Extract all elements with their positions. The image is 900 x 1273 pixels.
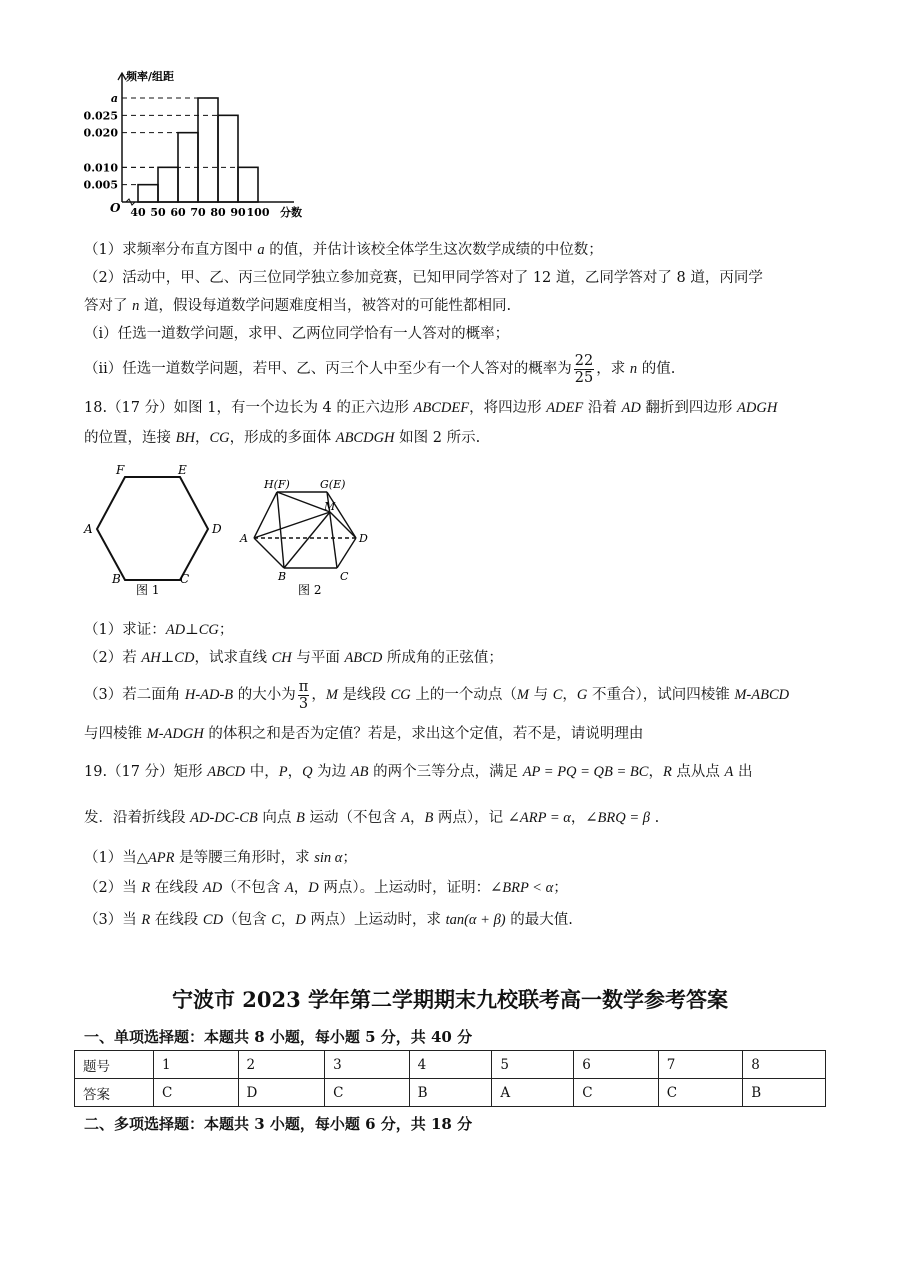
label-M: M bbox=[324, 500, 336, 513]
table-cell: C bbox=[658, 1079, 743, 1107]
table-cell: 7 bbox=[658, 1051, 743, 1079]
table-cell: 2 bbox=[238, 1051, 325, 1079]
fraction-22-25: $\frac{22}{25}$ bbox=[574, 352, 594, 386]
x-tick-label: 90 bbox=[230, 206, 246, 219]
frequency-histogram bbox=[80, 68, 310, 228]
label-B: B bbox=[112, 572, 121, 586]
histogram-bar bbox=[218, 115, 238, 202]
table-row bbox=[75, 1051, 826, 1079]
q17-part1: （1）求频率分布直方图中 a 的值，并估计该校全体学生这次数学成绩的中位数； bbox=[84, 242, 603, 258]
figure-1-hexagon bbox=[80, 462, 230, 602]
table-cell: A bbox=[492, 1079, 574, 1107]
label-G-E: G(E) bbox=[320, 478, 346, 491]
q18-part3-line2: 与四棱锥 M-ADGH 的体积之和是否为定值？若是，求出这个定值，若不是，请说明理由 bbox=[84, 726, 644, 742]
histogram-bar bbox=[158, 167, 178, 202]
x-tick-label: 60 bbox=[170, 206, 186, 219]
figure-2-caption: 图 2 bbox=[298, 583, 322, 597]
table-cell: C bbox=[574, 1079, 659, 1107]
table-cell: B bbox=[743, 1079, 826, 1107]
y-tick-label: 0.025 bbox=[83, 109, 118, 123]
q19-intro: 19.（17 分）矩形 ABCD 中，P，Q 为边 AB 的两个三等分点，满足 AP = PQ = QB = BC，R 点从点 A 出 bbox=[84, 764, 753, 780]
fraction-pi-3: $\frac{\pi}{3}$ bbox=[298, 678, 309, 712]
histogram-bar bbox=[238, 167, 258, 202]
q19-part1: （1）当△APR 是等腰三角形时，求 sin α； bbox=[84, 850, 357, 866]
answer-key-title: 宁波市 2023 学年第二学期期末九校联考高一数学参考答案 bbox=[171, 987, 729, 1012]
figure-1-caption: 图 1 bbox=[136, 583, 160, 597]
section-2-heading: 二、多项选择题：本题共 3 小题，每小题 6 分，共 18 分 bbox=[84, 1115, 473, 1133]
q18-part2: （2）若 AH⊥CD，试求直线 CH 与平面 ABCD 所成角的正弦值； bbox=[84, 650, 503, 666]
q18-intro-line2: 的位置，连接 BH，CG，形成的多面体 ABCDGH 如图 2 所示. bbox=[84, 430, 481, 446]
q18-part3: （3）若二面角 H-AD-B 的大小为 $\frac{\pi}{3}$ ，M 是线段 CG 上的一个动点（M 与 C，G 不重合），试问四棱锥 M-ABCD bbox=[84, 678, 790, 712]
table-cell: 8 bbox=[743, 1051, 826, 1079]
table-cell: B bbox=[409, 1079, 492, 1107]
y-tick-label: 0.005 bbox=[83, 178, 118, 192]
q17-part-ii: （ii）任选一道数学问题，若甲、乙、丙三个人中至少有一个人答对的概率为 $\frac{22}{25}$ ，求 n 的值. bbox=[84, 352, 676, 386]
y-axis-label: 频率/组距 bbox=[126, 70, 175, 83]
label-B: B bbox=[278, 570, 287, 583]
q19-intro-line2: 发．沿着折线段 AD-DC-CB 向点 B 运动（不包含 A，B 两点），记 ∠ARP = α，∠BRQ = β . bbox=[84, 810, 660, 826]
histogram-bar bbox=[198, 98, 218, 202]
y-tick-label: a bbox=[110, 92, 118, 105]
x-tick-label: 50 bbox=[150, 206, 166, 219]
table-cell: 1 bbox=[154, 1051, 239, 1079]
x-axis-label: 分数 bbox=[280, 206, 302, 219]
table-cell: 3 bbox=[325, 1051, 410, 1079]
table-cell: 4 bbox=[409, 1051, 492, 1079]
x-tick-label: 80 bbox=[210, 206, 226, 219]
y-tick-label: 0.010 bbox=[83, 161, 118, 175]
hexagon-outline bbox=[97, 477, 208, 580]
label-H-F: H(F) bbox=[264, 478, 290, 491]
table-cell: C bbox=[325, 1079, 410, 1107]
histogram-bar bbox=[138, 185, 158, 202]
table-cell: D bbox=[238, 1079, 325, 1107]
label-D: D bbox=[212, 522, 222, 536]
label-C: C bbox=[340, 570, 349, 583]
row-label-answer: 答案 bbox=[75, 1079, 154, 1107]
q19-part2: （2）当 R 在线段 AD（不包含 A，D 两点）。上运动时，证明：∠BRP < α； bbox=[84, 880, 568, 896]
label-A: A bbox=[240, 532, 248, 545]
label-F: F bbox=[116, 463, 125, 477]
label-C: C bbox=[180, 572, 190, 586]
x-tick-label: 70 bbox=[190, 206, 206, 219]
label-D: D bbox=[359, 532, 368, 545]
row-label-number: 题号 bbox=[75, 1051, 154, 1079]
polyhedron-edges bbox=[254, 492, 356, 568]
origin-label: O bbox=[110, 201, 121, 215]
q17-part2-line1: （2）活动中，甲、乙、丙三位同学独立参加竞赛，已知甲同学答对了 12 道，乙同学答对了 8 道，丙同学 bbox=[84, 270, 763, 286]
y-tick-label: 0.020 bbox=[83, 126, 118, 140]
label-A: A bbox=[84, 522, 93, 536]
q19-part3: （3）当 R 在线段 CD（包含 C，D 两点）上运动时，求 tan(α + β) 的最大值. bbox=[84, 912, 573, 928]
section-1-heading: 一、单项选择题：本题共 8 小题，每小题 5 分，共 40 分 bbox=[84, 1028, 473, 1046]
answer-table bbox=[74, 1050, 826, 1107]
table-cell: C bbox=[154, 1079, 239, 1107]
q17-part2-line2: 答对了 n 道，假设每道数学问题难度相当，被答对的可能性都相同. bbox=[84, 298, 512, 314]
table-cell: 5 bbox=[492, 1051, 574, 1079]
q18-intro: 18.（17 分）如图 1，有一个边长为 4 的正六边形 ABCDEF，将四边形 ADEF 沿着 AD 翻折到四边形 ADGH bbox=[84, 400, 778, 416]
label-E: E bbox=[178, 463, 187, 477]
x-tick-label: 40 bbox=[130, 206, 146, 219]
q17-part-i: （i）任选一道数学问题，求甲、乙两位同学恰有一人答对的概率； bbox=[84, 326, 510, 342]
x-tick-label: 100 bbox=[246, 206, 270, 219]
table-row bbox=[75, 1079, 826, 1107]
figure-2-polyhedron bbox=[232, 470, 382, 605]
table-cell: 6 bbox=[574, 1051, 659, 1079]
q18-part1: （1）求证：AD⊥CG； bbox=[84, 622, 234, 638]
